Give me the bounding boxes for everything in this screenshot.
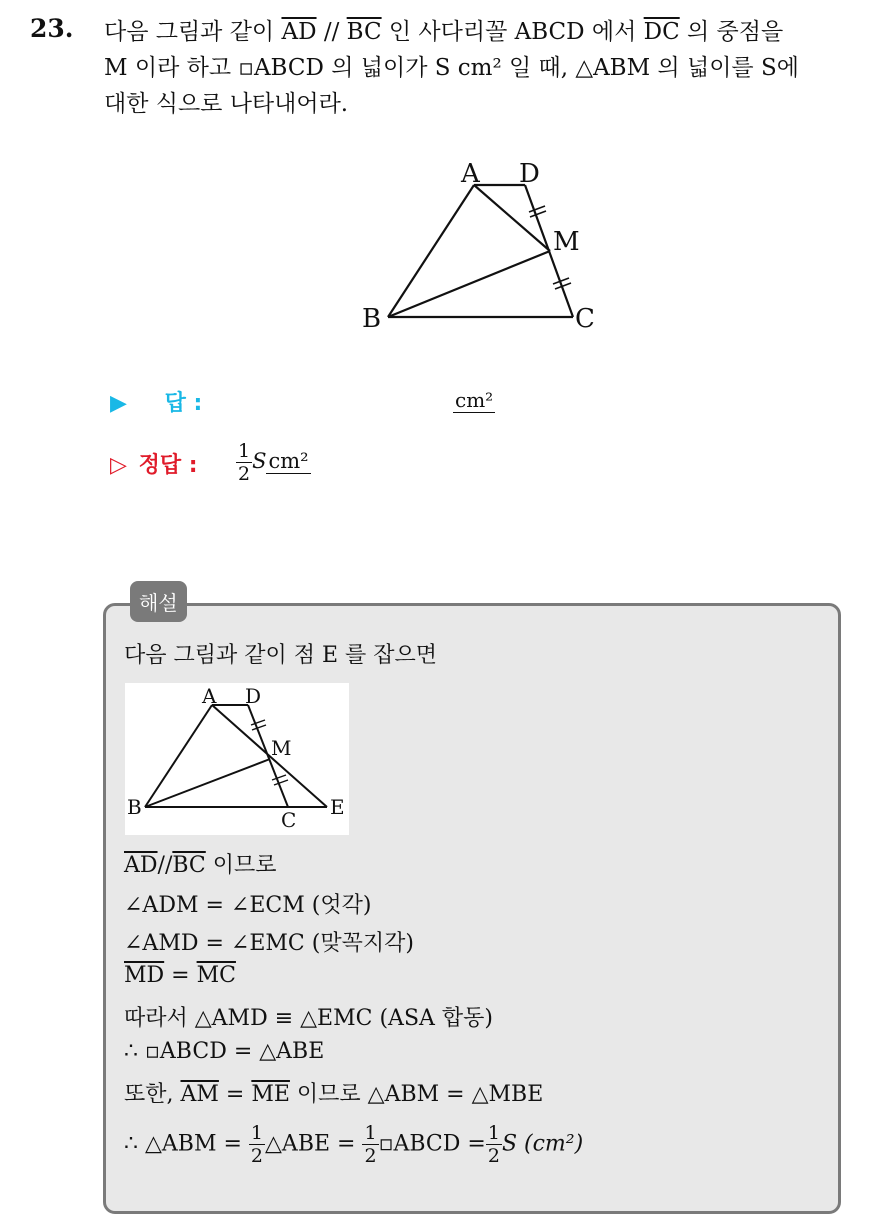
text-part: 이므로 (205, 853, 277, 878)
fraction-half (249, 1122, 265, 1167)
label-a: A (202, 684, 217, 708)
segment-am (474, 185, 550, 251)
label-b: B (127, 795, 142, 819)
text-part: △ABE = (265, 1131, 363, 1157)
label-m: M (553, 227, 580, 257)
solution-tag: 해설 (130, 581, 187, 622)
segment-md: $\overline{MD}$ (124, 963, 165, 988)
segment-am: $\overline{AM}$ (180, 1082, 219, 1107)
fraction-half (236, 440, 252, 485)
solution-line-1: 다음 그림과 같이 점 E 를 잡으면 (124, 643, 438, 668)
segment-ad: $\overline{AD}$ (124, 853, 158, 878)
text-part: ∴ △ABM = (124, 1131, 249, 1157)
question-text (104, 14, 864, 122)
label-e: E (330, 795, 345, 819)
label-b: B (362, 304, 382, 334)
denominator: 2 (487, 1145, 500, 1167)
label-m: M (271, 736, 292, 760)
label-d: D (519, 159, 540, 189)
solution-figure (125, 683, 349, 835)
parallel-symbol: // (316, 19, 347, 45)
side-ab (388, 185, 474, 317)
fraction-half (486, 1122, 502, 1167)
solution-line-8 (124, 1077, 543, 1108)
segment-bm (145, 759, 270, 807)
solution-line-7: ∴ ▫ABCD = △ABE (124, 1039, 325, 1064)
q-text-part: 의 중점을 (679, 19, 784, 45)
answer-label: 답 : (164, 391, 203, 416)
denominator: 2 (238, 463, 251, 485)
solution-line-2 (124, 848, 277, 879)
answer-row (110, 386, 202, 417)
equals: = (164, 963, 197, 988)
play-triangle-icon: ▶ (110, 391, 127, 416)
correct-answer-row (110, 448, 198, 479)
q-text-part: 인 사다리꼴 ABCD 에서 (381, 19, 644, 45)
label-d: D (245, 684, 262, 708)
numerator: 1 (238, 440, 251, 462)
denominator: 2 (250, 1145, 264, 1167)
correct-answer-value (236, 440, 311, 485)
numerator: 1 (487, 1122, 500, 1144)
label-c: C (281, 808, 297, 832)
q-text-part: 다음 그림과 같이 (104, 19, 282, 45)
text-part: 이므로 △ABM = △MBE (289, 1082, 544, 1107)
label-c: C (575, 304, 595, 334)
segment-me: $\overline{ME}$ (251, 1082, 290, 1107)
segment-bc: $\overline{BC}$ (346, 19, 382, 45)
side-ab (145, 705, 212, 807)
parallel-symbol: // (157, 853, 173, 878)
solution-line-3: ∠ADM = ∠ECM (엇각) (124, 893, 372, 918)
question-line-3: 대한 식으로 나타내어라. (104, 91, 349, 117)
outline-triangle-icon: ▷ (110, 453, 127, 478)
segment-mc: $\overline{MC}$ (196, 963, 236, 988)
denominator: 2 (364, 1145, 377, 1167)
solution-line-4: ∠AMD = ∠EMC (맞꼭지각) (124, 931, 414, 956)
correct-label: 정답 : (138, 453, 198, 478)
segment-dc: $\overline{DC}$ (643, 19, 680, 45)
equals: = (218, 1082, 252, 1107)
label-a: A (461, 159, 480, 189)
fraction-half (362, 1122, 378, 1167)
text-part: ▫ABCD = (378, 1131, 486, 1157)
numerator: 1 (250, 1122, 264, 1144)
answer-unit: cm² (268, 449, 309, 473)
question-number: 23. (30, 14, 74, 43)
segment-ad: $\overline{AD}$ (281, 19, 317, 45)
numerator: 1 (364, 1122, 377, 1144)
segment-bc: $\overline{BC}$ (172, 853, 206, 878)
line-ae (212, 705, 327, 807)
variable-s: S (252, 449, 267, 473)
solution-line-5 (124, 963, 236, 988)
trapezoid-figure (355, 150, 595, 340)
question-line-2: M 이라 하고 ▫ABCD 의 넓이가 S cm² 일 때, △ABM 의 넓이를 S에 (104, 55, 799, 81)
solution-line-9 (124, 1122, 583, 1167)
solution-line-6: 따라서 △AMD ≡ △EMC (ASA 합동) (124, 1006, 493, 1031)
text-part: S (cm²) (501, 1131, 584, 1157)
text-part: 또한, (124, 1082, 181, 1107)
question-line-1 (104, 14, 864, 50)
segment-bm (388, 251, 550, 317)
answer-blank[interactable]: cm² (455, 388, 494, 412)
